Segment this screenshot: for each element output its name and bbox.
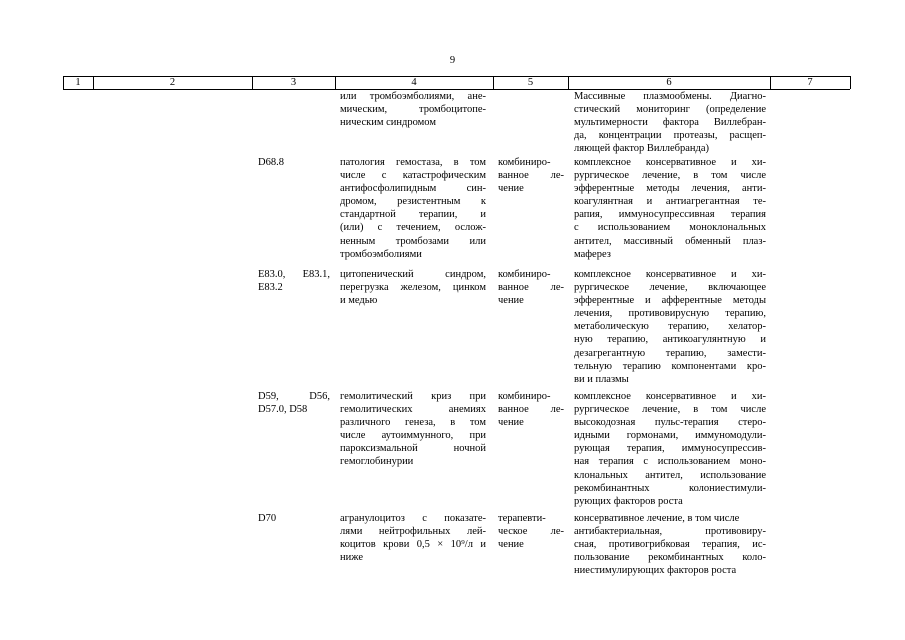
row-2-condition: цитопенический синдром, перегрузка железом, цинком и медью bbox=[340, 269, 486, 307]
row-2-code: E83.0, E83.1, E83.2 bbox=[258, 269, 330, 294]
row-4-code: D70 bbox=[258, 513, 277, 524]
column-number-1: 1 bbox=[75, 77, 81, 88]
page-number: 9 bbox=[449, 55, 456, 66]
column-number-3: 3 bbox=[290, 77, 297, 88]
row-0-method: Массивные плазмообмены. Диагно- стический мониторинг (определение мультимерности фактора Виллебран- да, концентрации протеазы, расщеп- ляющей фактор Виллебранда) bbox=[574, 91, 766, 155]
row-1-code: D68.8 bbox=[258, 157, 284, 168]
row-2-treatment-type: комбиниро- ванное ле- чение bbox=[498, 269, 564, 307]
row-3-condition: гемолитический криз при гемолитических анемиях различного генеза, в том числе аутоиммунного, при пароксизмальной ночной гемоглобинурии bbox=[340, 391, 486, 468]
row-4-treatment-type: терапевти- ческое ле- чение bbox=[498, 513, 564, 551]
column-number-7: 7 bbox=[807, 77, 813, 88]
row-4-condition: агранулоцитоз с показате- лями нейтрофильных лей- коцитов крови 0,5 × 10⁹/л и ниже bbox=[340, 513, 486, 564]
row-3-code: D59, D56, D57.0, D58 bbox=[258, 391, 330, 416]
row-2-method: комплексное консервативное и хи- рургическое лечение, включающее эфферентные и афферентные методы лечения, противовирусную терапию, метаболическую терапию, хелатор- ную терапию, антикоагулянтную и дезагрегантную терапию, замести- тельную терапию компонентами кро- ви и плазмы bbox=[574, 269, 766, 385]
column-divider bbox=[850, 76, 851, 89]
row-3-method: комплексное консервативное и хи- рургическое лечение, в том числе высокодозная пульс-терапия стеро- идными гормонами, иммуномодули- рующая терапия, иммуносупрессив- ная терапия с использованием моно- клональных антител, использование рекомбинантных колониестимули- рующих факторов роста bbox=[574, 391, 766, 507]
row-1-method: комплексное консервативное и хи- рургическое лечение, в том числе эфферентные методы лечения, анти- коагулянтная и антиагрегантная те- рапия, иммуносупрессивная терапия с использованием моноклональных антител, массивный обменный плаз- маферез bbox=[574, 157, 766, 260]
row-1-treatment-type: комбиниро- ванное ле- чение bbox=[498, 157, 564, 195]
row-0-condition: или тромбоэмболиями, ане- мическим, тромбоцитопе- ническим синдромом bbox=[340, 91, 486, 129]
row-4-method: консервативное лечение, в том числе антибактериальная, противовиру- сная, противогрибковая терапия, ис- пользование рекомбинантных коло- ниестимулирующих факторов роста bbox=[574, 513, 766, 577]
column-number-5: 5 bbox=[527, 77, 534, 88]
column-number-6: 6 bbox=[666, 77, 672, 88]
row-3-treatment-type: комбиниро- ванное ле- чение bbox=[498, 391, 564, 429]
column-number-4: 4 bbox=[411, 77, 417, 88]
row-1-condition: патология гемостаза, в том числе с катастрофическим антифосфолипидным син- дромом, резистентным к стандартной терапии, и (или) с течением, ослож- ненным тромбозами или тромбоэмболиями bbox=[340, 157, 486, 260]
column-number-2: 2 bbox=[169, 77, 176, 88]
